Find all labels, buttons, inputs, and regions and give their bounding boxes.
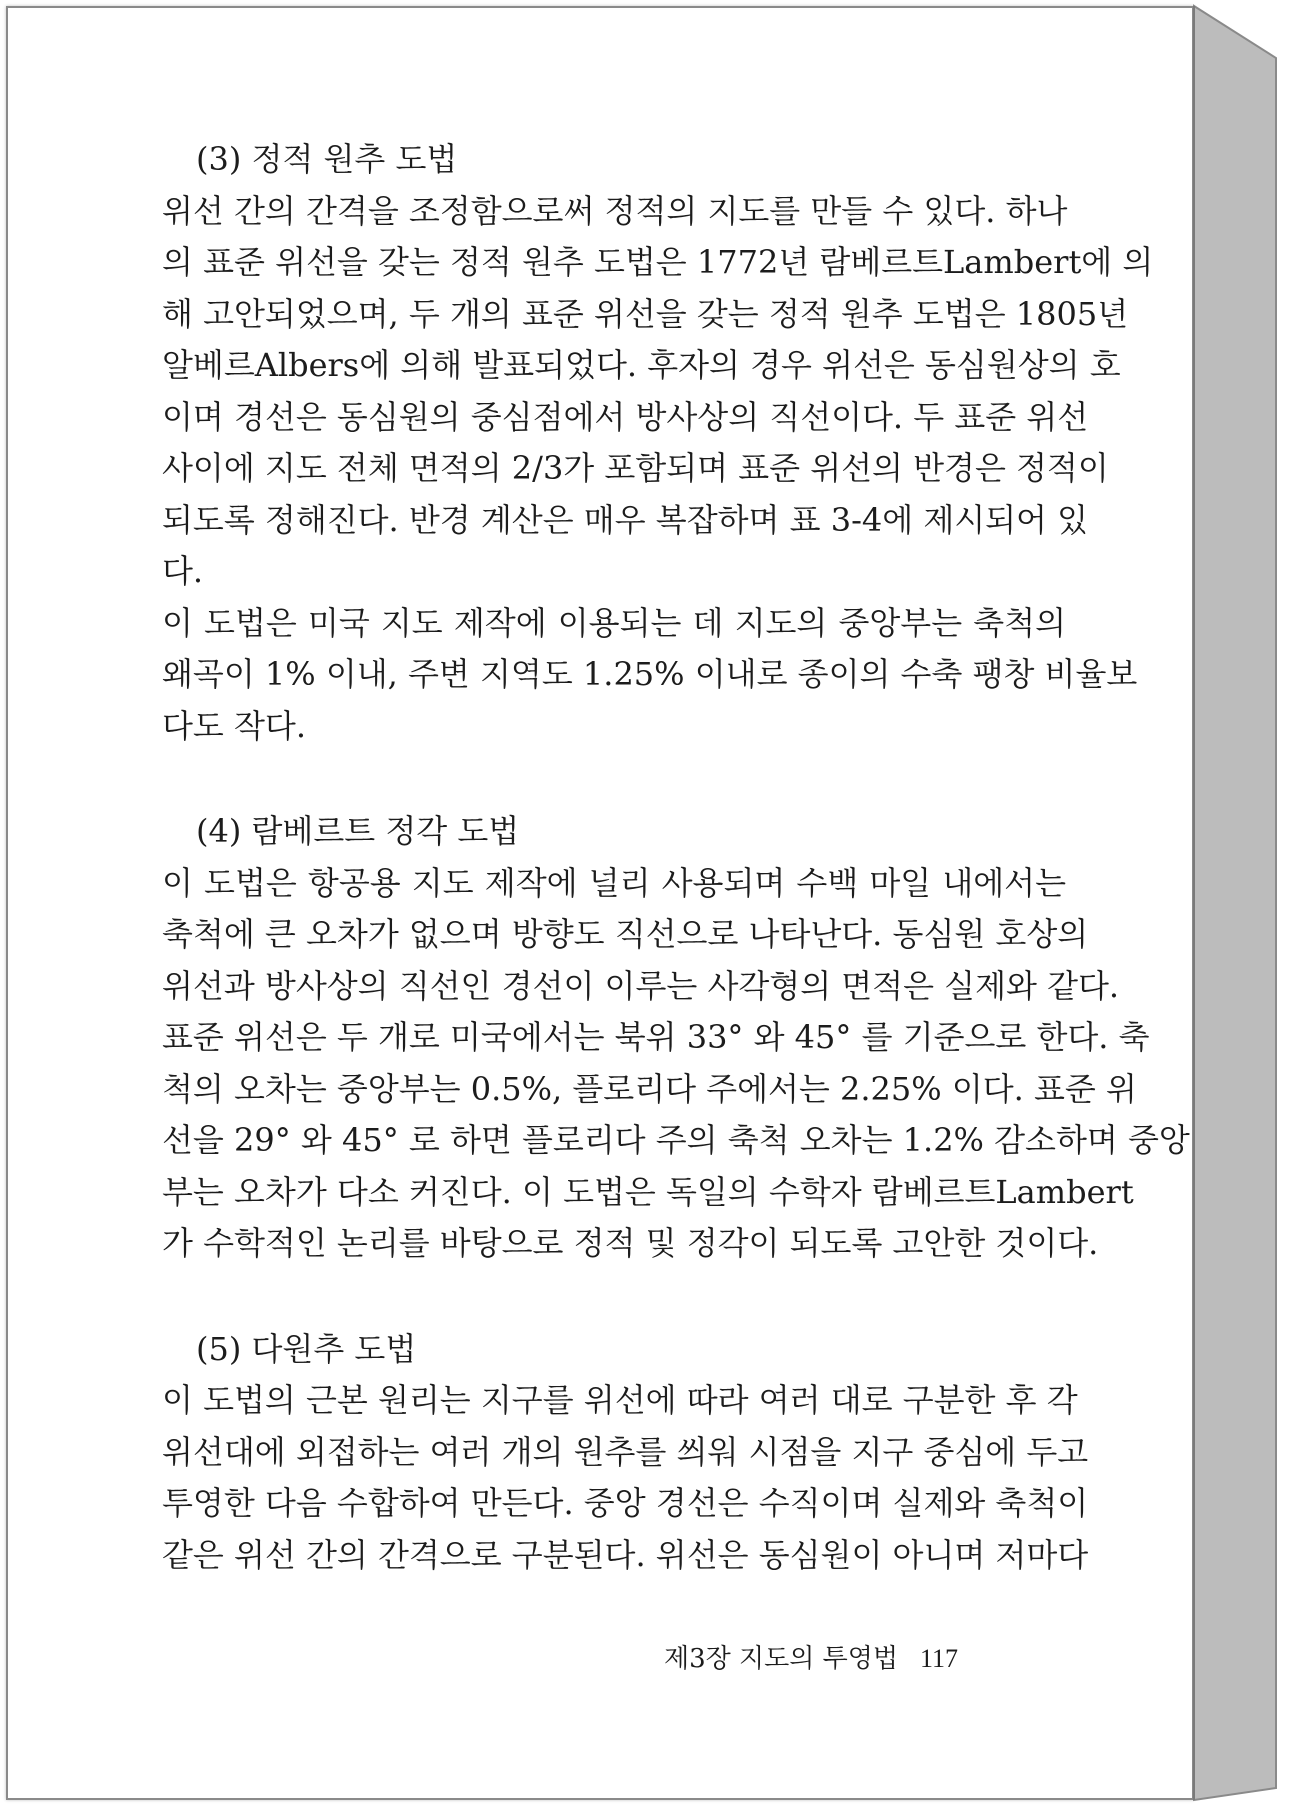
text-line: 척의 오차는 중앙부는 0.5%, 플로리다 주에서는 2.25% 이다. 표준 위	[162, 1069, 1137, 1108]
section-heading-5: (5) 다원추 도법	[196, 1329, 417, 1368]
text-line: 다.	[162, 552, 204, 590]
text-line: 표준 위선은 두 개로 미국에서는 북위 33° 와 45° 를 기준으로 한다. 축	[162, 1018, 1150, 1056]
text-line: 이며 경선은 동심원의 중심점에서 방사상의 직선이다. 두 표준 위선	[162, 397, 1089, 436]
text-line: 해 고안되었으며, 두 개의 표준 위선을 갖는 정적 원추 도법은 1805년	[162, 294, 1129, 333]
section-heading-4: (4) 람베르트 정각 도법	[196, 812, 520, 850]
text-line: 선을 29° 와 45° 로 하면 플로리다 주의 축척 오차는 1.2% 감소하며 중앙	[162, 1121, 1190, 1159]
text-line: 이 도법의 근본 원리는 지구를 위선에 따라 여러 대로 구분한 후 각	[162, 1381, 1078, 1419]
text-line: 의 표준 위선을 갖는 정적 원추 도법은 1772년 람베르트Lambert에 의	[162, 243, 1154, 281]
text-line: 가 수학적인 논리를 바탕으로 정적 및 정각이 되도록 고안한 것이다.	[162, 1224, 1099, 1262]
section-gap	[162, 752, 1066, 806]
text-line: 부는 오차가 다소 커진다. 이 도법은 독일의 수학자 람베르트Lambert	[162, 1172, 1134, 1211]
text-line: 이 도법은 미국 지도 제작에 이용되는 데 지도의 중앙부는 축척의	[162, 603, 1066, 642]
text-line: 다도 작다.	[162, 706, 306, 745]
text-line: 위선대에 외접하는 여러 개의 원추를 씌워 시점을 지구 중심에 두고	[162, 1432, 1089, 1471]
text-line: 투영한 다음 수합하여 만든다. 중앙 경선은 수직이며 실제와 축척이	[162, 1484, 1089, 1522]
text-line: 위선과 방사상의 직선인 경선이 이루는 사각형의 면적은 실제와 같다.	[162, 966, 1120, 1005]
page-footer	[664, 1638, 958, 1675]
text-line: 알베르Albers에 의해 발표되었다. 후자의 경우 위선은 동심원상의 호	[162, 346, 1121, 384]
page-body	[162, 134, 1190, 1581]
text-line: 사이에 지도 전체 면적의 2/3가 포함되며 표준 위선의 반경은 정적이	[162, 449, 1109, 487]
section-gap	[162, 1270, 1066, 1324]
section-heading-3: (3) 정적 원추 도법	[196, 140, 458, 178]
chapter-title: 제3장 지도의 투영법	[663, 1644, 898, 1674]
page-number: 117	[919, 1644, 958, 1673]
book-edge-side	[1194, 6, 1276, 1800]
text-line: 축척에 큰 오차가 없으며 방향도 직선으로 나타난다. 동심원 호상의	[162, 915, 1089, 953]
text-line: 되도록 정해진다. 반경 계산은 매우 복잡하며 표 3-4에 제시되어 있	[162, 500, 1089, 539]
text-line: 위선 간의 간격을 조정함으로써 정적의 지도를 만들 수 있다. 하나	[162, 191, 1068, 230]
text-line: 왜곡이 1% 이내, 주변 지역도 1.25% 이내로 종이의 수축 팽창 비율보	[162, 655, 1138, 693]
text-line: 같은 위선 간의 간격으로 구분된다. 위선은 동심원이 아니며 저마다	[162, 1535, 1089, 1574]
text-line: 이 도법은 항공용 지도 제작에 널리 사용되며 수백 마일 내에서는	[162, 863, 1066, 902]
page	[6, 6, 1194, 1800]
